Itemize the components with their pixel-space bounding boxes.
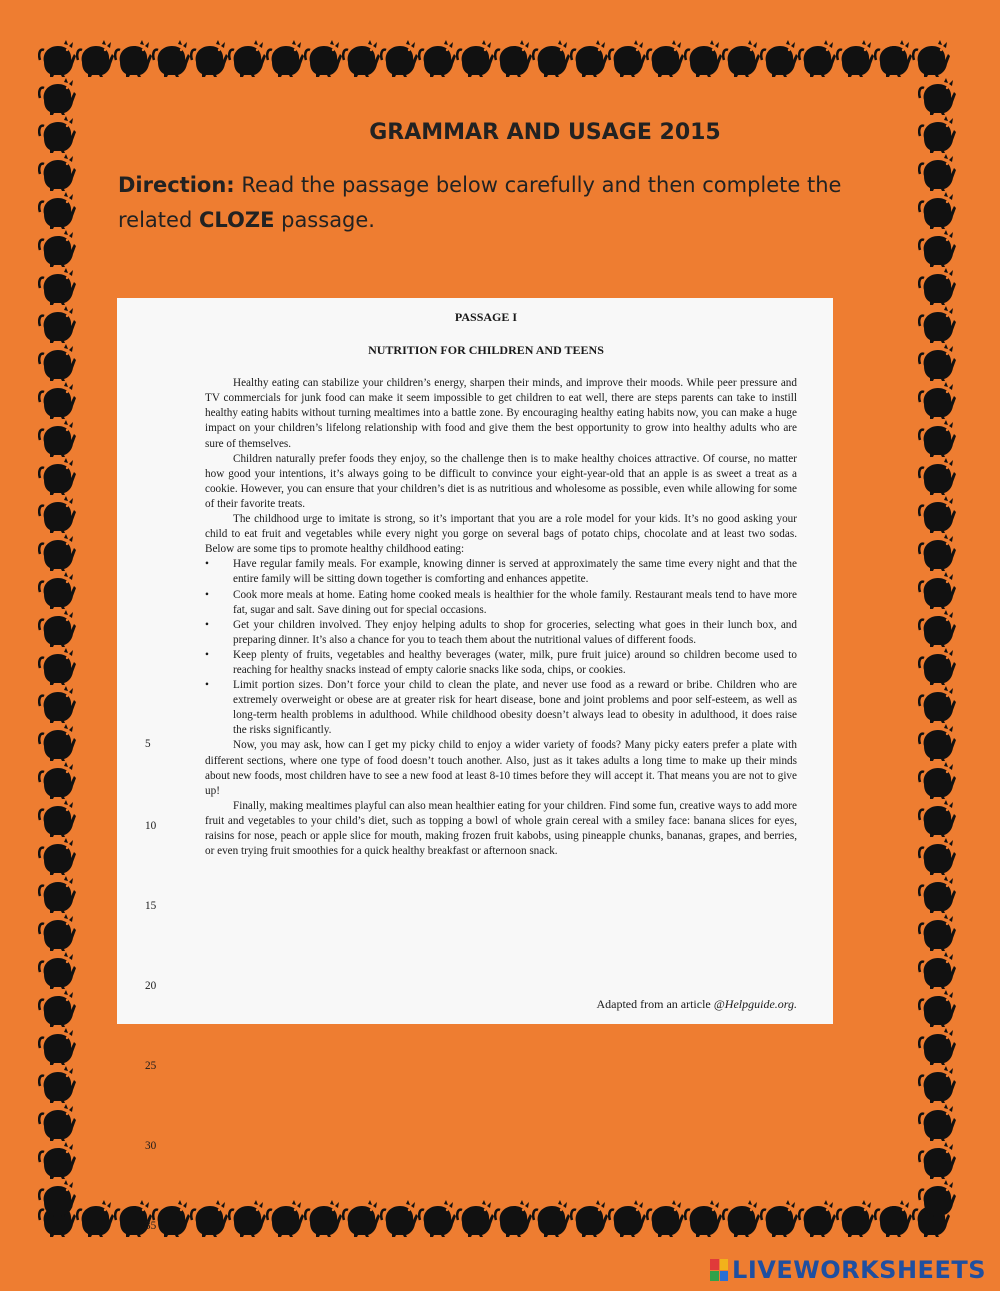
cat-icon	[918, 838, 958, 876]
cat-icon	[456, 40, 496, 78]
cat-icon	[918, 78, 958, 116]
cat-icon	[342, 40, 382, 78]
cat-icon	[570, 40, 610, 78]
logo-icon	[710, 1259, 728, 1281]
cat-icon	[918, 1104, 958, 1142]
page-title: GRAMMAR AND USAGE 2015	[369, 120, 721, 145]
cat-icon	[38, 78, 78, 116]
bullet-item	[205, 557, 797, 587]
credit-source: @Helpguide.org.	[713, 996, 797, 1011]
cat-icon	[646, 1200, 686, 1238]
cat-icon	[38, 344, 78, 382]
cat-icon	[918, 1028, 958, 1066]
cat-icon	[38, 838, 78, 876]
direction-body-1: Read the passage below carefully and then complete the related	[118, 173, 842, 232]
cat-icon	[918, 1142, 958, 1180]
cat-icon	[532, 1200, 572, 1238]
direction-body-2: passage.	[274, 208, 375, 232]
cat-icon	[38, 914, 78, 952]
bullet-icon: •	[205, 558, 209, 571]
cloze-keyword: CLOZE	[198, 208, 275, 232]
cat-icon	[912, 40, 952, 78]
cat-icon	[918, 534, 958, 572]
cat-icon	[722, 40, 762, 78]
cat-icon	[38, 1028, 78, 1066]
cat-icon	[918, 800, 958, 838]
paragraph: Children naturally prefer foods they enjoy, so the challenge then is to make healthy choices attractive. Of course, no matter how good your intentions, it’s always going to be difficult to convince your eight-year-old that an apple is as sweet a treat as a cookie. However, you can ensure that your children’s diet is as nutritious and wholesome as possible, even while allowing for some of their favorite treats.	[205, 452, 797, 510]
cat-icon	[38, 534, 78, 572]
cat-icon	[380, 1200, 420, 1238]
cat-icon	[38, 800, 78, 838]
passage-body	[205, 376, 797, 859]
passage-image	[117, 298, 833, 1232]
bullet-icon: •	[205, 648, 209, 661]
passage-credit	[596, 997, 797, 1012]
cat-icon	[494, 1200, 534, 1238]
cat-icon	[918, 610, 958, 648]
credit-text: Adapted from an article	[596, 996, 714, 1011]
bullet-item	[205, 678, 797, 738]
cat-icon	[918, 876, 958, 914]
line-number: 20	[145, 980, 157, 992]
paragraph: Healthy eating can stabilize your children’s energy, sharpen their minds, and improve their moods. While peer pressure and TV commercials for junk food can make it seem impossible to get children to eat well, there are steps parents can take to instill healthy eating habits without turning mealtimes into a battle zone. By encouraging healthy eating habits now, you can make a huge impact on your children’s lifelong relationship with food and give them the best opportunity to grow into healthy adults who are sure of themselves.	[205, 377, 797, 450]
cat-icon	[38, 1104, 78, 1142]
cat-icon	[918, 192, 958, 230]
cat-icon	[836, 40, 876, 78]
cat-icon	[874, 1200, 914, 1238]
cat-icon	[152, 1200, 192, 1238]
paragraph: Finally, making mealtimes playful can also mean healthier eating for your children. Find some fun, creative ways to add more fruit and vegetables to your child’s diet, such as topping a bowl of whole grain cereal with a smiley face: banana slices for eyes, raisins for nose, peach or apple slice for mouth, making frozen fruit kabobs, using pineapple chunks, bananas, grapes, and berries, or even trying fruit smoothies for a quick healthy breakfast or afternoon snack.	[205, 799, 797, 858]
cat-icon	[918, 306, 958, 344]
cat-icon	[646, 40, 686, 78]
cat-icon	[608, 40, 648, 78]
cat-icon	[918, 914, 958, 952]
cat-icon	[114, 40, 154, 78]
cat-icon	[38, 876, 78, 914]
paragraph: Now, you may ask, how can I get my picky child to enjoy a wider variety of foods? Many picky eaters prefer a plate with different sections, where one type of food doesn’t touch another. Also, just as it takes adults a long time to make up their minds about new foods, most children have to see a new food at least 8-10 times before they will accept it. That means you are not to give up!	[205, 739, 797, 797]
cat-icon	[918, 990, 958, 1028]
cat-icon	[38, 762, 78, 800]
cat-icon	[918, 496, 958, 534]
line-number: 5	[145, 738, 151, 750]
cat-icon	[494, 40, 534, 78]
bullet-text: Get your children involved. They enjoy helping adults to shop for groceries, selecting what goes in their lunch box, and preparing dinner. It’s also a chance for you to teach them about the nutritional values of different foods.	[233, 618, 797, 646]
cat-icon	[38, 686, 78, 724]
cat-icon	[38, 40, 78, 78]
cat-icon	[38, 952, 78, 990]
cat-icon	[228, 1200, 268, 1238]
cat-icon	[38, 648, 78, 686]
bullet-text: Have regular family meals. For example, knowing dinner is served at approximately the same time every night and that the entire family will be sitting down together is comforting and enhances appetite.	[233, 558, 797, 586]
cat-icon	[38, 1142, 78, 1180]
bullet-item	[205, 618, 797, 648]
cat-icon	[38, 268, 78, 306]
cat-icon	[228, 40, 268, 78]
cat-icon	[38, 724, 78, 762]
cat-icon	[760, 1200, 800, 1238]
cat-icon	[152, 40, 192, 78]
paragraph: The childhood urge to imitate is strong, so it’s important that you are a role model for your kids. It’s no good asking your child to eat fruit and vegetables while every night you gorge on several bags of potato chips, chocolate and at least two sodas. Below are some tips to promote healthy childhood eating:	[205, 513, 797, 556]
cat-icon	[836, 1200, 876, 1238]
logo-text: LIVEWORKSHEETS	[732, 1256, 986, 1284]
bullet-icon: •	[205, 618, 209, 631]
direction-label: Direction:	[118, 173, 235, 197]
cat-icon	[38, 382, 78, 420]
cat-icon	[418, 40, 458, 78]
line-number: 35	[145, 1220, 157, 1232]
cat-icon	[38, 154, 78, 192]
cat-icon	[38, 1180, 78, 1218]
cat-icon	[532, 40, 572, 78]
bullet-text: Limit portion sizes. Don’t force your child to clean the plate, and never use food as a reward or bribe. Children who are extremely overweight or obese are at greater risk for heart disease, bone and joint problems and poor self-esteem, as well as long-term health problems in adulthood. While childhood obesity doesn’t always lead to obesity in adulthood, it does raise the risks significantly.	[233, 679, 797, 737]
cat-icon	[760, 40, 800, 78]
cat-icon	[418, 1200, 458, 1238]
cat-icon	[798, 1200, 838, 1238]
cat-icon	[918, 458, 958, 496]
cat-icon	[918, 724, 958, 762]
line-number: 10	[145, 820, 157, 832]
cat-icon	[342, 1200, 382, 1238]
line-number: 25	[145, 1060, 157, 1072]
cat-icon	[38, 990, 78, 1028]
cat-icon	[918, 230, 958, 268]
cat-icon	[38, 1066, 78, 1104]
cat-icon	[190, 40, 230, 78]
cat-icon	[38, 496, 78, 534]
cat-icon	[38, 192, 78, 230]
cat-icon	[798, 40, 838, 78]
line-number: 15	[145, 900, 157, 912]
cat-icon	[266, 1200, 306, 1238]
cat-icon	[266, 40, 306, 78]
cat-icon	[76, 40, 116, 78]
cat-icon	[190, 1200, 230, 1238]
cat-icon	[608, 1200, 648, 1238]
bullet-icon: •	[205, 588, 209, 601]
cat-icon	[918, 154, 958, 192]
cat-icon	[918, 762, 958, 800]
passage-heading: PASSAGE I	[454, 310, 518, 324]
bullet-text: Cook more meals at home. Eating home cooked meals is healthier for the whole family. Restaurant meals tend to have more fat, sugar and salt. Save dining out for special occasions.	[233, 588, 797, 616]
cat-icon	[380, 40, 420, 78]
cat-icon	[918, 344, 958, 382]
bullet-text: Keep plenty of fruits, vegetables and healthy beverages (water, milk, pure fruit juice) around so children become used to reaching for healthy snacks instead of empty calorie snacks like soda, chips, or cookies.	[233, 648, 797, 676]
cat-icon	[684, 1200, 724, 1238]
bullet-item	[205, 588, 797, 618]
cat-icon	[918, 420, 958, 458]
cat-icon	[76, 1200, 116, 1238]
cat-icon	[304, 40, 344, 78]
cat-icon	[918, 268, 958, 306]
bullet-icon: •	[205, 679, 209, 692]
cat-icon	[918, 1066, 958, 1104]
cat-icon	[722, 1200, 762, 1238]
cat-icon	[684, 40, 724, 78]
cat-icon	[918, 686, 958, 724]
cat-icon	[918, 572, 958, 610]
cat-icon	[570, 1200, 610, 1238]
cat-icon	[38, 572, 78, 610]
cat-icon	[918, 1180, 958, 1218]
bullet-item	[205, 648, 797, 678]
passage-subheading: NUTRITION FOR CHILDREN AND TEENS	[368, 343, 604, 358]
line-number: 30	[145, 1140, 157, 1152]
cat-icon	[304, 1200, 344, 1238]
cat-icon	[918, 648, 958, 686]
cat-icon	[918, 382, 958, 420]
cat-icon	[874, 40, 914, 78]
cat-icon	[38, 306, 78, 344]
cat-icon	[918, 952, 958, 990]
cat-icon	[38, 420, 78, 458]
liveworksheets-logo[interactable]	[710, 1255, 986, 1285]
cat-icon	[38, 458, 78, 496]
cat-icon	[456, 1200, 496, 1238]
direction-text	[118, 168, 858, 238]
cat-icon	[38, 230, 78, 268]
cat-icon	[38, 610, 78, 648]
